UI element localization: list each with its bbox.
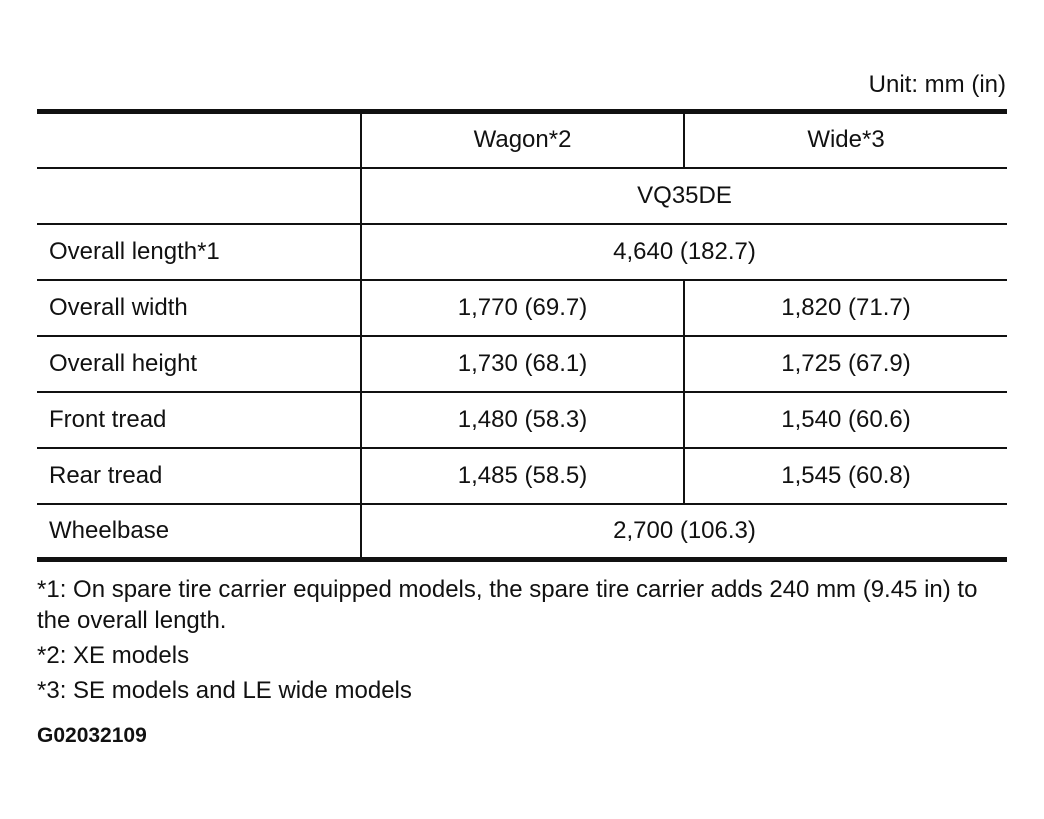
row-value-wagon: 1,730 (68.1) [361, 336, 684, 392]
row-label: Front tread [37, 392, 361, 448]
table-row [37, 336, 1007, 392]
row-value-wide: 1,545 (60.8) [684, 448, 1007, 504]
row-value-combined: 2,700 (106.3) [361, 504, 1007, 560]
row-label: Overall length*1 [37, 224, 361, 280]
row-value-wagon: 1,480 (58.3) [361, 392, 684, 448]
dimensions-table [37, 109, 1007, 562]
row-value-wagon: 1,485 (58.5) [361, 448, 684, 504]
row-label: Rear tread [37, 448, 361, 504]
table-row [37, 504, 1007, 560]
column-header-wagon: Wagon*2 [361, 112, 684, 168]
row-value-combined: 4,640 (182.7) [361, 224, 1007, 280]
row-value-wide: 1,540 (60.6) [684, 392, 1007, 448]
row-value-wide: 1,820 (71.7) [684, 280, 1007, 336]
row-value-wide: 1,725 (67.9) [684, 336, 1007, 392]
footnote-3: *3: SE models and LE wide models [37, 677, 412, 704]
row-label: Overall width [37, 280, 361, 336]
table-row [37, 448, 1007, 504]
table-header-row [37, 112, 1007, 168]
row-label: Overall height [37, 336, 361, 392]
figure-code: G02032109 [37, 724, 147, 747]
engine-empty-cell [37, 168, 361, 224]
footnotes [37, 574, 1012, 710]
engine-header: VQ35DE [361, 168, 1007, 224]
engine-row [37, 168, 1007, 224]
column-header-wide: Wide*3 [684, 112, 1007, 168]
unit-label: Unit: mm (in) [868, 71, 1006, 98]
footnote-2: *2: XE models [37, 642, 190, 669]
footnote-1: *1: On spare tire carrier equipped models, the spare tire carrier adds 240 mm (9.45 in) to the overall length. [37, 576, 978, 634]
row-value-wagon: 1,770 (69.7) [361, 280, 684, 336]
table-row [37, 280, 1007, 336]
table-row [37, 392, 1007, 448]
header-empty-cell [37, 112, 361, 168]
row-label: Wheelbase [37, 504, 361, 560]
table-row [37, 224, 1007, 280]
